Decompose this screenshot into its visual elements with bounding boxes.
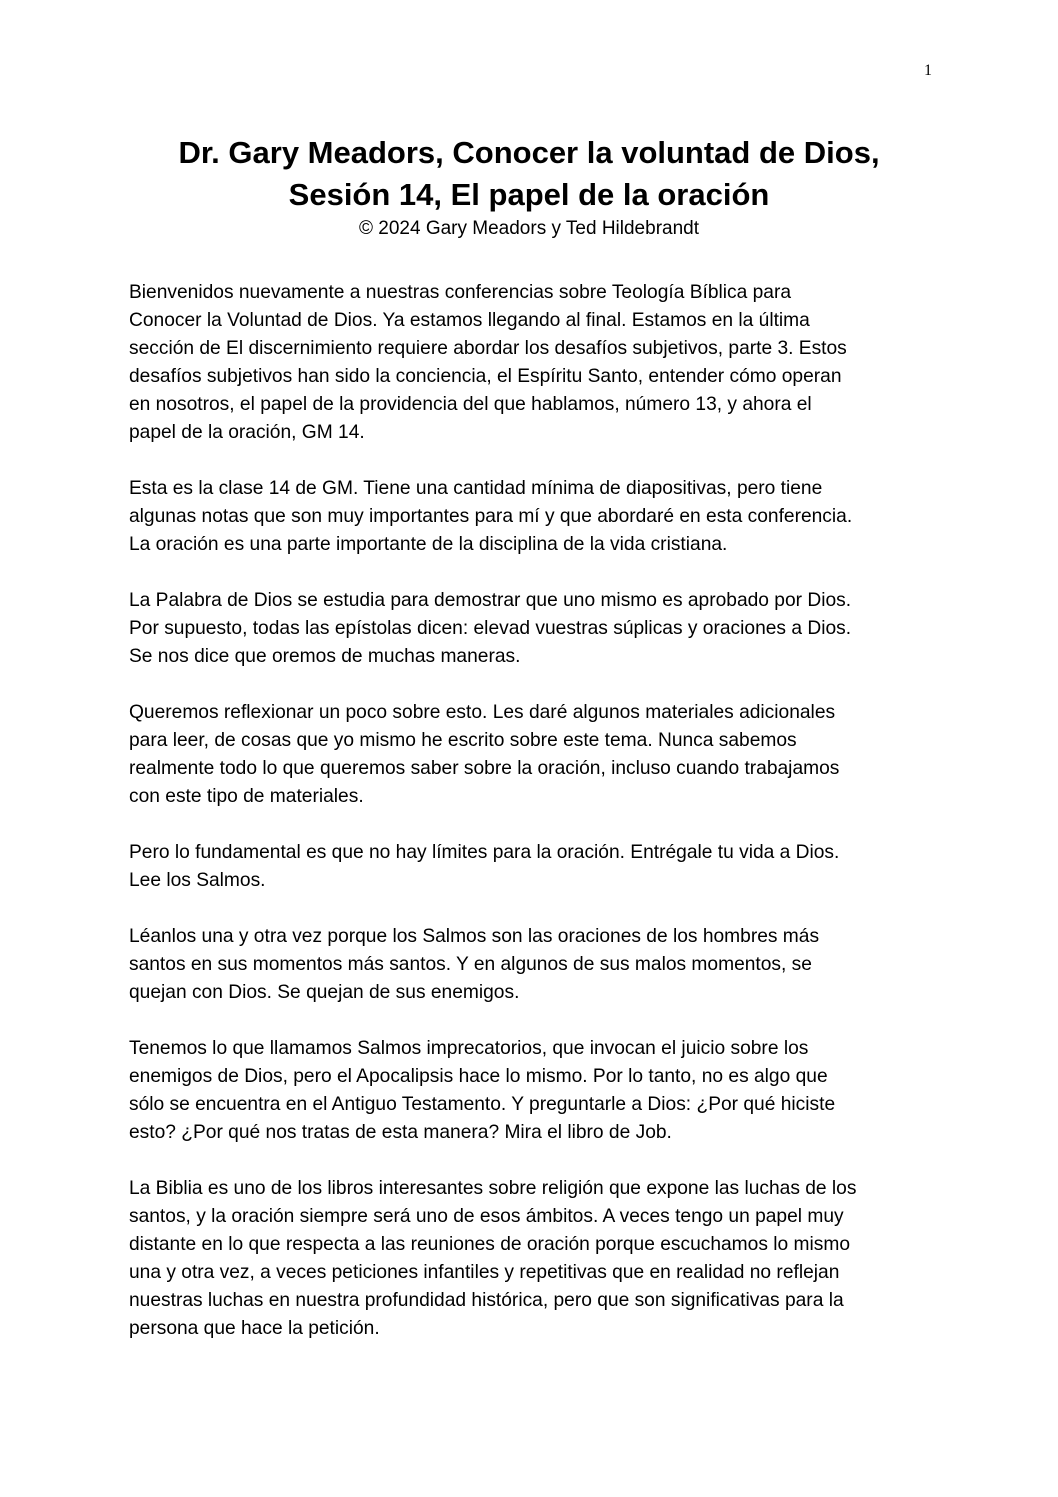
paragraph-line: distante en lo que respecta a las reuniones de oración porque escuchamos lo mismo: [129, 1234, 851, 1255]
document-header: [0, 132, 1058, 242]
paragraph-line: una y otra vez, a veces peticiones infantiles y repetitivas que en realidad no reflejan: [129, 1262, 840, 1283]
paragraph: [129, 587, 949, 671]
paragraph: [129, 699, 949, 811]
paragraph-line: Lee los Salmos.: [129, 870, 266, 891]
paragraph-line: en nosotros, el papel de la providencia del que hablamos, número 13, y ahora el: [129, 394, 812, 415]
paragraph: [129, 279, 949, 447]
paragraph-line: papel de la oración, GM 14.: [129, 422, 365, 443]
paragraph-line: para leer, de cosas que yo mismo he escrito sobre este tema. Nunca sabemos: [129, 730, 797, 751]
paragraph-line: Pero lo fundamental es que no hay límites para la oración. Entrégale tu vida a Dios.: [129, 842, 840, 863]
paragraph-line: esto? ¿Por qué nos tratas de esta manera? Mira el libro de Job.: [129, 1122, 672, 1143]
paragraph-line: La oración es una parte importante de la disciplina de la vida cristiana.: [129, 534, 728, 555]
document-title-line-1: Dr. Gary Meadors, Conocer la voluntad de Dios,: [178, 135, 880, 170]
copyright-notice: © 2024 Gary Meadors y Ted Hildebrandt: [359, 218, 699, 239]
paragraph-line: Se nos dice que oremos de muchas maneras.: [129, 646, 521, 667]
paragraph: [129, 475, 949, 559]
paragraph-line: Léanlos una y otra vez porque los Salmos son las oraciones de los hombres más: [129, 926, 820, 947]
paragraph-line: quejan con Dios. Se quejan de sus enemigos.: [129, 982, 520, 1003]
paragraph-line: realmente todo lo que queremos saber sobre la oración, incluso cuando trabajamos: [129, 758, 840, 779]
paragraph-line: Esta es la clase 14 de GM. Tiene una cantidad mínima de diapositivas, pero tiene: [129, 478, 823, 499]
paragraph-line: La Biblia es uno de los libros interesantes sobre religión que expone las luchas de los: [129, 1178, 857, 1199]
paragraph-line: algunas notas que son muy importantes para mí y que abordaré en esta conferencia.: [129, 506, 853, 527]
paragraph: [129, 1035, 949, 1147]
paragraph-line: con este tipo de materiales.: [129, 786, 364, 807]
paragraph: [129, 839, 949, 895]
paragraph-line: Bienvenidos nuevamente a nuestras conferencias sobre Teología Bíblica para: [129, 282, 792, 303]
paragraph-line: santos en sus momentos más santos. Y en algunos de sus malos momentos, se: [129, 954, 812, 975]
paragraph-line: Conocer la Voluntad de Dios. Ya estamos llegando al final. Estamos en la última: [129, 310, 810, 331]
paragraph-line: santos, y la oración siempre será uno de esos ámbitos. A veces tengo un papel muy: [129, 1206, 844, 1227]
paragraph-line: sólo se encuentra en el Antiguo Testamento. Y preguntarle a Dios: ¿Por qué hiciste: [129, 1094, 836, 1115]
paragraph-line: La Palabra de Dios se estudia para demostrar que uno mismo es aprobado por Dios.: [129, 590, 852, 611]
page-number: 1: [924, 62, 932, 79]
document-title-line-2: Sesión 14, El papel de la oración: [288, 177, 770, 212]
paragraph: [129, 923, 949, 1007]
paragraph-line: sección de El discernimiento requiere abordar los desafíos subjetivos, parte 3. Estos: [129, 338, 847, 359]
paragraph-line: desafíos subjetivos han sido la conciencia, el Espíritu Santo, entender cómo operan: [129, 366, 842, 387]
document-body: [129, 279, 949, 1371]
paragraph-line: enemigos de Dios, pero el Apocalipsis hace lo mismo. Por lo tanto, no es algo que: [129, 1066, 828, 1087]
paragraph-line: Por supuesto, todas las epístolas dicen: elevad vuestras súplicas y oraciones a Dios.: [129, 618, 852, 639]
paragraph-line: Queremos reflexionar un poco sobre esto. Les daré algunos materiales adicionales: [129, 702, 836, 723]
paragraph-line: Tenemos lo que llamamos Salmos imprecatorios, que invocan el juicio sobre los: [129, 1038, 809, 1059]
paragraph: [129, 1175, 949, 1343]
paragraph-line: persona que hace la petición.: [129, 1318, 380, 1339]
paragraph-line: nuestras luchas en nuestra profundidad histórica, pero que son significativas para la: [129, 1290, 844, 1311]
